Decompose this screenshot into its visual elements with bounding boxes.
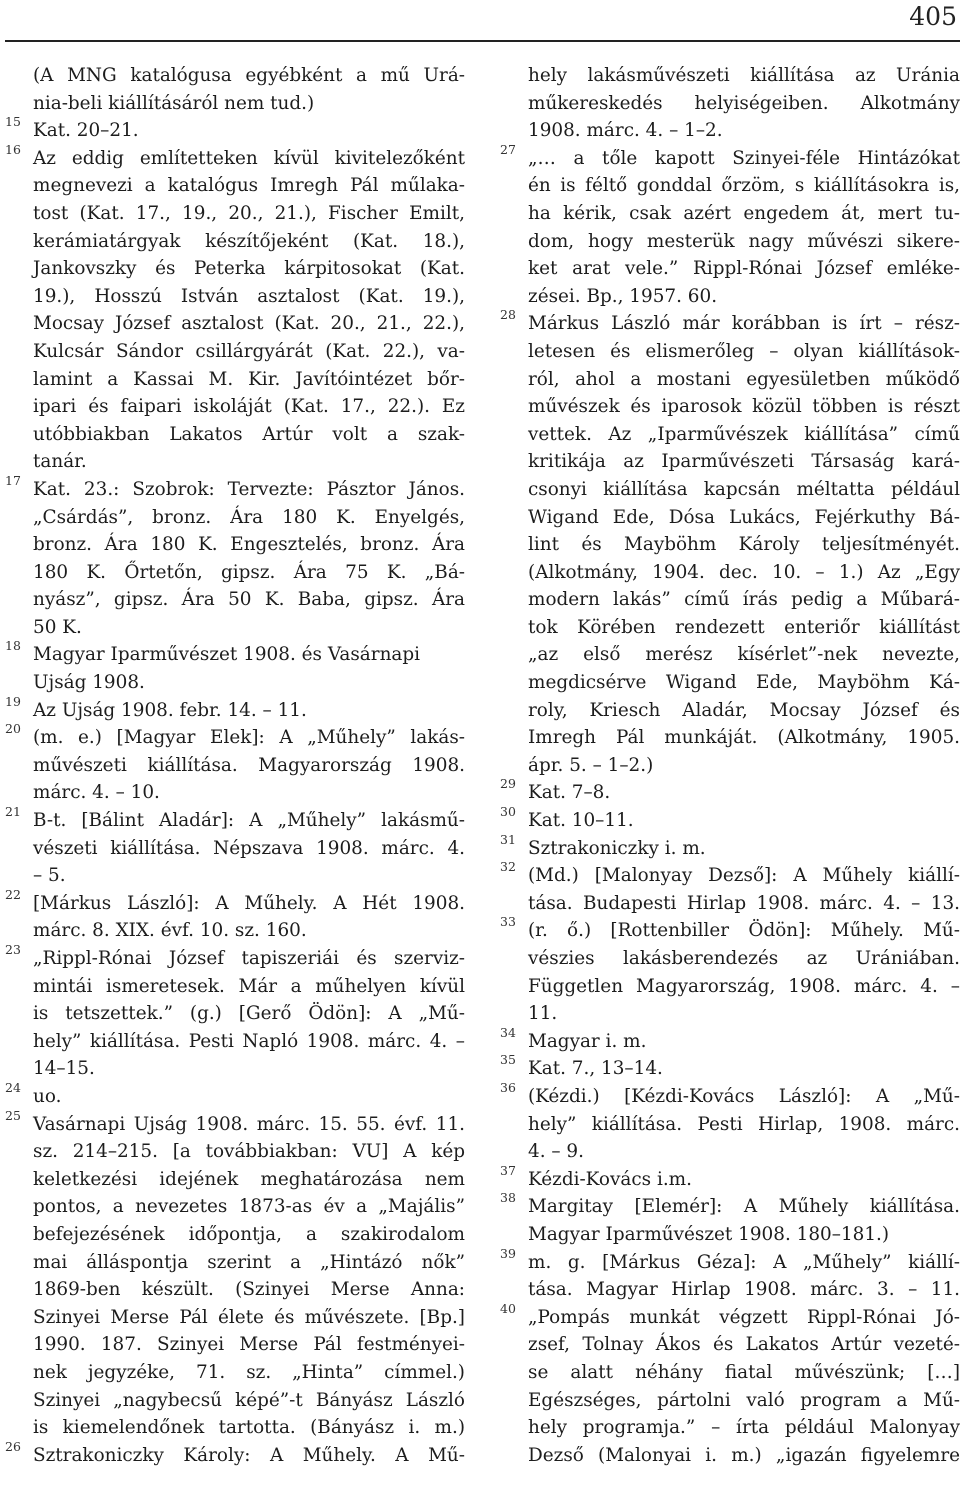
footnote-text: [Márkus László]: A Műhely. A Hét 1908.	[33, 892, 465, 914]
footnote-line	[5, 62, 465, 90]
footnote-text: (m. e.) [Magyar Elek]: A „Műhely” lakás-	[33, 727, 465, 749]
footnote-line	[500, 1000, 960, 1028]
footnote-number: 23	[5, 942, 21, 957]
footnote-text: ket arat vele.” Rippl-Rónai József emléke-	[528, 258, 960, 280]
footnote-number: 24	[5, 1079, 21, 1095]
footnote-number: 15	[5, 114, 21, 130]
footnote-line	[5, 472, 465, 504]
footnote-line	[500, 752, 960, 780]
footnote-line	[500, 172, 960, 200]
footnote-text: lint és Mayböhm Károly teljesítményét.	[528, 534, 960, 556]
footnote-text: márc. 8. XIX. évf. 10. sz. 160.	[33, 920, 307, 942]
footnote-number: 38	[500, 1190, 516, 1206]
footnote-text: Kat. 10–11.	[528, 810, 634, 832]
footnote-line	[500, 1162, 960, 1194]
footnote-text: csonyi kiállítása kapcsán méltatta például	[528, 478, 960, 500]
footnote-text: Sztrakoniczky i. m.	[528, 837, 706, 859]
footnote-text: „az első merész kísérlet”-nek nevezte,	[528, 644, 960, 666]
footnote-text: Az eddig említetteken kívül kivitelezőként	[33, 147, 465, 169]
footnote-text: Ujság 1908.	[33, 672, 145, 694]
footnote-line	[5, 886, 465, 918]
footnote-line	[500, 914, 960, 945]
footnote-text: Kat. 7–8.	[528, 782, 611, 804]
footnote-text: ha kérik, csak azért engedem át, mert tu-	[528, 202, 960, 224]
footnote-text: 1908. márc. 4. – 1–2.	[528, 120, 723, 142]
footnote-line	[5, 1193, 465, 1221]
footnote-text: hely” kiállítása. Pesti Hirlap, 1908. márc.	[528, 1113, 960, 1135]
footnote-text: művészeti kiállítása. Magyarország 1908.	[33, 754, 465, 776]
footnote-text: „Pompás munkát végzett Rippl-Rónai Jó-	[528, 1306, 960, 1328]
right-footnote-column	[500, 62, 960, 1469]
footnote-text: én is féltő gonddal őrzöm, s kiállításokra is,	[528, 175, 960, 197]
footnote-text: – 5.	[33, 865, 66, 887]
footnote-line	[500, 1300, 960, 1332]
footnote-line	[5, 141, 465, 173]
footnote-line	[500, 117, 960, 145]
footnote-text: pontos, a nevezetes 1873-as év a „Majális”	[33, 1196, 465, 1218]
footnote-text: zései. Bp., 1957. 60.	[528, 285, 718, 307]
footnote-line	[5, 721, 465, 752]
footnote-line	[5, 1359, 465, 1387]
footnote-line	[5, 531, 465, 559]
footnote-line	[500, 776, 960, 807]
footnote-text: Kat. 20–21.	[33, 120, 139, 142]
footnote-line	[500, 228, 960, 256]
footnote-text: Imregh Pál munkáját. (Alkotmány, 1905.	[528, 727, 960, 749]
footnote-text: nek jegyzéke, 71. sz. „Hinta” címmel.)	[33, 1361, 465, 1383]
footnote-line	[5, 448, 465, 476]
footnote-line	[5, 1249, 465, 1277]
footnote-text: (r. ő.) [Rottenbiller Ödön]: Műhely. Mű-	[528, 920, 960, 942]
footnote-text: hely programja.” – írta például Malonyay	[528, 1417, 960, 1439]
footnote-text: (Kézdi.) [Kézdi-Kovács László]: A „Mű-	[528, 1085, 960, 1107]
footnote-line	[5, 283, 465, 311]
footnote-number: 17	[5, 472, 21, 488]
header-rule	[5, 40, 960, 42]
footnote-line	[500, 200, 960, 228]
footnote-number: 34	[500, 1024, 516, 1040]
footnote-text: Sztrakoniczky Károly: A Műhely. A Mű-	[33, 1444, 465, 1466]
footnote-line	[5, 1304, 465, 1332]
footnote-number: 37	[500, 1162, 516, 1178]
footnote-text: lamint a Kassai M. Kir. Javítóintézet bőr-	[33, 368, 465, 390]
footnote-line	[5, 1166, 465, 1194]
footnote-text: művészek és iparosok közül többen is részt	[528, 396, 960, 418]
footnote-text: mintái ismeretesek. Már a műhelyen kívül	[33, 975, 465, 997]
footnote-text: roly, Kriesch Aladár, Mocsay József és	[528, 699, 960, 721]
footnote-text: se alatt néhány fiatal művészünk; […]	[528, 1361, 960, 1383]
footnote-text: (A MNG katalógusa egyébként a mű Urá-	[33, 65, 465, 86]
footnote-text: 1869-ben készült. (Szinyei Merse Anna:	[33, 1279, 465, 1301]
footnote-line	[5, 638, 465, 669]
footnote-number: 22	[5, 886, 21, 902]
footnote-text: Margitay [Elemér]: A Műhely kiállítása.	[528, 1196, 960, 1218]
footnote-line	[500, 1024, 960, 1056]
footnote-line	[500, 804, 960, 835]
footnote-line	[5, 862, 465, 890]
footnote-line	[500, 1079, 960, 1111]
footnote-text: tost (Kat. 17., 19., 20., 21.), Fischer Emilt,	[33, 202, 465, 224]
footnote-number: 19	[5, 693, 21, 709]
footnote-line	[5, 917, 465, 945]
footnote-line	[500, 90, 960, 118]
footnote-text: műkereskedés helyiségeiben. Alkotmány	[528, 92, 960, 114]
footnote-text: Egészséges, pártolni való program a Mű-	[528, 1389, 960, 1411]
footnote-text: tanár.	[33, 451, 87, 473]
footnote-text: „… a tőle kapott Szinyei-féle Hintázókat	[528, 147, 960, 169]
footnote-text: vettek. Az „Iparművészek kiállítása” című	[528, 423, 960, 445]
footnote-line	[500, 421, 960, 449]
footnote-line	[500, 859, 960, 890]
footnote-line	[5, 172, 465, 200]
page-number: 405	[909, 2, 957, 31]
footnote-text: hely” kiállítása. Pesti Napló 1908. márc. 4. –	[33, 1030, 465, 1052]
footnote-line	[5, 504, 465, 532]
footnote-line	[5, 393, 465, 421]
footnote-text: „Rippl-Rónai József tapiszeriái és szerviz-	[33, 948, 465, 969]
footnote-line	[500, 338, 960, 366]
footnote-text: 50 K.	[33, 616, 82, 638]
footnote-line	[5, 779, 465, 807]
footnote-line	[5, 1414, 465, 1442]
footnote-line	[5, 1107, 465, 1139]
footnote-number: 40	[500, 1300, 516, 1316]
footnote-line	[5, 1387, 465, 1415]
footnote-number: 32	[500, 859, 516, 875]
footnote-line	[500, 724, 960, 752]
footnote-text: (Md.) [Malonyay Dezső]: A Műhely kiállí-	[528, 865, 960, 887]
footnote-text: Mocsay József asztalost (Kat. 20., 21., 22.),	[33, 313, 465, 335]
footnote-line	[5, 1331, 465, 1359]
footnote-text: márc. 4. – 10.	[33, 782, 160, 804]
footnote-text: Az Ujság 1908. febr. 14. – 11.	[33, 699, 307, 721]
footnote-text: ápr. 5. – 1–2.)	[528, 754, 654, 776]
footnote-line	[5, 1138, 465, 1166]
footnote-number: 18	[5, 638, 21, 654]
footnote-number: 31	[500, 831, 516, 847]
footnote-text: 19.), Hosszú István asztalost (Kat. 19.),	[33, 285, 465, 307]
footnote-text: Dezső (Malonyai i. m.) „igazán figyelemre	[528, 1444, 960, 1466]
footnote-line	[500, 973, 960, 1001]
footnote-text: m. g. [Márkus Géza]: A „Műhely” kiállí-	[528, 1251, 960, 1273]
footnote-text: zsef, Tolnay Ákos és Lakatos Artúr vezeté-	[528, 1334, 960, 1356]
footnote-text: Kat. 23.: Szobrok: Tervezte: Pásztor János.	[33, 478, 465, 500]
footnote-line	[5, 90, 465, 118]
footnote-text: Jankovszky és Peterka kárpitosokat (Kat.	[33, 258, 465, 280]
footnote-line	[5, 310, 465, 338]
footnote-line	[5, 114, 465, 145]
footnote-text: 4. – 9.	[528, 1141, 584, 1163]
footnote-number: 21	[5, 804, 21, 820]
footnote-text: kerámiatárgyak készítőjeként (Kat. 18.),	[33, 230, 465, 252]
footnote-line	[500, 283, 960, 311]
footnote-line	[5, 1276, 465, 1304]
footnote-text: megnevezi a katalógus Imregh Pál műlaka-	[33, 175, 465, 197]
footnote-text: Kézdi-Kovács i.m.	[528, 1168, 692, 1190]
footnote-number: 16	[5, 141, 21, 157]
footnote-line	[500, 614, 960, 642]
footnote-number: 36	[500, 1079, 516, 1095]
footnote-text: tok Körében rendezett enteriőr kiállítást	[528, 616, 960, 638]
footnote-text: ipari és faipari iskoláját (Kat. 17., 22.). Ez	[33, 396, 465, 418]
footnote-text: Kat. 7., 13–14.	[528, 1058, 663, 1080]
footnote-line	[5, 255, 465, 283]
footnote-line	[5, 421, 465, 449]
footnote-line	[5, 338, 465, 366]
footnote-line	[500, 1276, 960, 1304]
footnote-line	[500, 1414, 960, 1442]
footnote-text: keletkezési idejének meghatározása nem	[33, 1168, 465, 1190]
footnote-line	[500, 945, 960, 973]
footnote-number: 26	[5, 1438, 21, 1454]
footnote-text: nia-beli kiállításáról nem tud.)	[33, 92, 315, 114]
footnote-number: 25	[5, 1107, 21, 1123]
footnote-text: modern lakás” című írás pedig a Műbará-	[528, 589, 960, 611]
footnote-text: vészeti kiállítása. Népszava 1908. márc. 4.	[33, 837, 465, 859]
footnote-line	[5, 804, 465, 835]
footnote-text: bronz. Ára 180 K. Engesztelés, bronz. Ára	[33, 534, 465, 556]
footnote-text: Szinyei „nagybecsű képé”-t Bányász László	[33, 1389, 465, 1411]
footnote-text: is kiemelendőnek tartotta. (Bányász i. m.)	[33, 1417, 465, 1439]
footnote-line	[500, 641, 960, 669]
footnote-line	[5, 973, 465, 1001]
footnote-line	[5, 366, 465, 394]
footnote-text: hely lakásművészeti kiállítása az Uránia	[528, 65, 960, 86]
footnote-text: is tetszettek.” (g.) [Gerő Ödön]: A „Mű-	[33, 1003, 465, 1025]
footnote-text: utóbbiakban Lakatos Artúr volt a szak-	[33, 423, 465, 445]
footnote-line	[500, 366, 960, 394]
footnote-line	[500, 1359, 960, 1387]
footnote-line	[500, 504, 960, 532]
footnote-text: 180 K. Őrtetőn, gipsz. Ára 75 K. „Bá-	[33, 561, 465, 583]
footnote-text: uo.	[33, 1085, 62, 1107]
footnote-line	[5, 1221, 465, 1249]
footnote-line	[5, 559, 465, 587]
footnote-number: 30	[500, 804, 516, 820]
footnote-number: 39	[500, 1245, 516, 1261]
footnote-text: Wigand Ede, Dósa Lukács, Fejérkuthy Bá-	[528, 506, 960, 528]
footnote-line	[500, 1387, 960, 1415]
footnote-line	[5, 669, 465, 697]
footnote-line	[500, 1052, 960, 1083]
left-footnote-column	[5, 62, 465, 1469]
footnote-text: 11.	[528, 1003, 558, 1025]
footnote-line	[5, 1028, 465, 1056]
footnote-number: 35	[500, 1052, 516, 1068]
footnote-text: Vasárnapi Ujság 1908. márc. 15. 55. évf. 11.	[33, 1113, 465, 1135]
footnote-number: 20	[5, 721, 21, 737]
footnote-line	[500, 448, 960, 476]
footnote-line	[500, 141, 960, 173]
footnote-line	[500, 1331, 960, 1359]
footnote-line	[500, 586, 960, 614]
footnote-number: 33	[500, 914, 516, 930]
footnote-text: (Alkotmány, 1904. dec. 10. – 1.) Az „Egy	[528, 561, 960, 583]
footnote-text: vészies lakásberendezés az Urániában.	[528, 948, 960, 969]
footnote-text: ról, ahol a mostani egyesületben működő	[528, 368, 960, 390]
footnote-line	[500, 1221, 960, 1249]
footnote-line	[5, 228, 465, 256]
footnote-text: 1990. 187. Szinyei Merse Pál festményei-	[33, 1334, 465, 1356]
footnote-text: befejezésének időpontja, a szakirodalom	[33, 1223, 465, 1245]
footnote-text: 14–15.	[33, 1058, 95, 1080]
footnote-line	[5, 1055, 465, 1083]
footnote-line	[500, 1442, 960, 1470]
footnote-text: Kulcsár Sándor csillárgyárát (Kat. 22.), va-	[33, 340, 465, 362]
footnote-line	[5, 586, 465, 614]
footnote-number: 29	[500, 776, 516, 792]
footnote-text: dom, hogy mesterük nagy művészi sikere-	[528, 230, 960, 252]
footnote-line	[5, 614, 465, 642]
footnote-line	[500, 62, 960, 90]
footnote-text: „Csárdás”, bronz. Ára 180 K. Enyelgés,	[33, 506, 465, 528]
footnote-line	[500, 831, 960, 863]
footnote-text: Magyar i. m.	[528, 1030, 647, 1052]
footnote-line	[500, 1245, 960, 1277]
footnote-line	[500, 393, 960, 421]
footnote-text: B-t. [Bálint Aladár]: A „Műhely” lakásmű-	[33, 810, 465, 832]
footnote-text: letesen és elismerőleg – olyan kiállítások-	[528, 340, 960, 362]
footnote-line	[500, 307, 960, 338]
footnote-line	[500, 559, 960, 587]
footnote-line	[5, 693, 465, 725]
footnote-text: Független Magyarország, 1908. márc. 4. –	[528, 975, 960, 997]
footnote-line	[5, 835, 465, 863]
footnote-line	[500, 255, 960, 283]
footnote-text: mai álláspontja szerint a „Hintázó nők”	[33, 1251, 465, 1273]
footnote-text: Magyar Iparművészet 1908. 180–181.)	[528, 1223, 890, 1245]
footnote-line	[5, 1438, 465, 1470]
footnote-line	[5, 1079, 465, 1111]
footnote-line	[5, 1000, 465, 1028]
footnote-text: megdicsérve Wigand Ede, Mayböhm Ká-	[528, 672, 960, 694]
footnote-text: Márkus László már korábban is írt – rész-	[528, 313, 960, 335]
footnote-line	[5, 942, 465, 973]
footnote-line	[5, 200, 465, 228]
footnote-text: kritikája az Iparművészeti Társaság kará-	[528, 451, 960, 473]
footnote-line	[500, 890, 960, 918]
footnote-line	[500, 697, 960, 725]
footnote-line	[5, 752, 465, 780]
footnote-number: 28	[500, 307, 516, 323]
footnote-line	[500, 476, 960, 504]
footnote-line	[500, 531, 960, 559]
footnote-line	[500, 669, 960, 697]
footnote-text: sz. 214–215. [a továbbiakban: VU] A kép	[33, 1141, 465, 1163]
footnote-line	[500, 1138, 960, 1166]
footnote-text: tása. Magyar Hirlap 1908. márc. 3. – 11.	[528, 1279, 960, 1301]
footnote-number: 27	[500, 141, 516, 157]
footnote-line	[500, 1190, 960, 1221]
footnote-text: Szinyei Merse Pál élete és művészete. [Bp.]	[33, 1306, 465, 1328]
footnote-text: nyász”, gipsz. Ára 50 K. Baba, gipsz. Ára	[33, 589, 465, 611]
footnote-text: Magyar Iparművészet 1908. és Vasárnapi	[33, 644, 421, 666]
footnote-text: tása. Budapesti Hirlap 1908. márc. 4. – 13.	[528, 892, 960, 914]
footnote-line	[500, 1111, 960, 1139]
